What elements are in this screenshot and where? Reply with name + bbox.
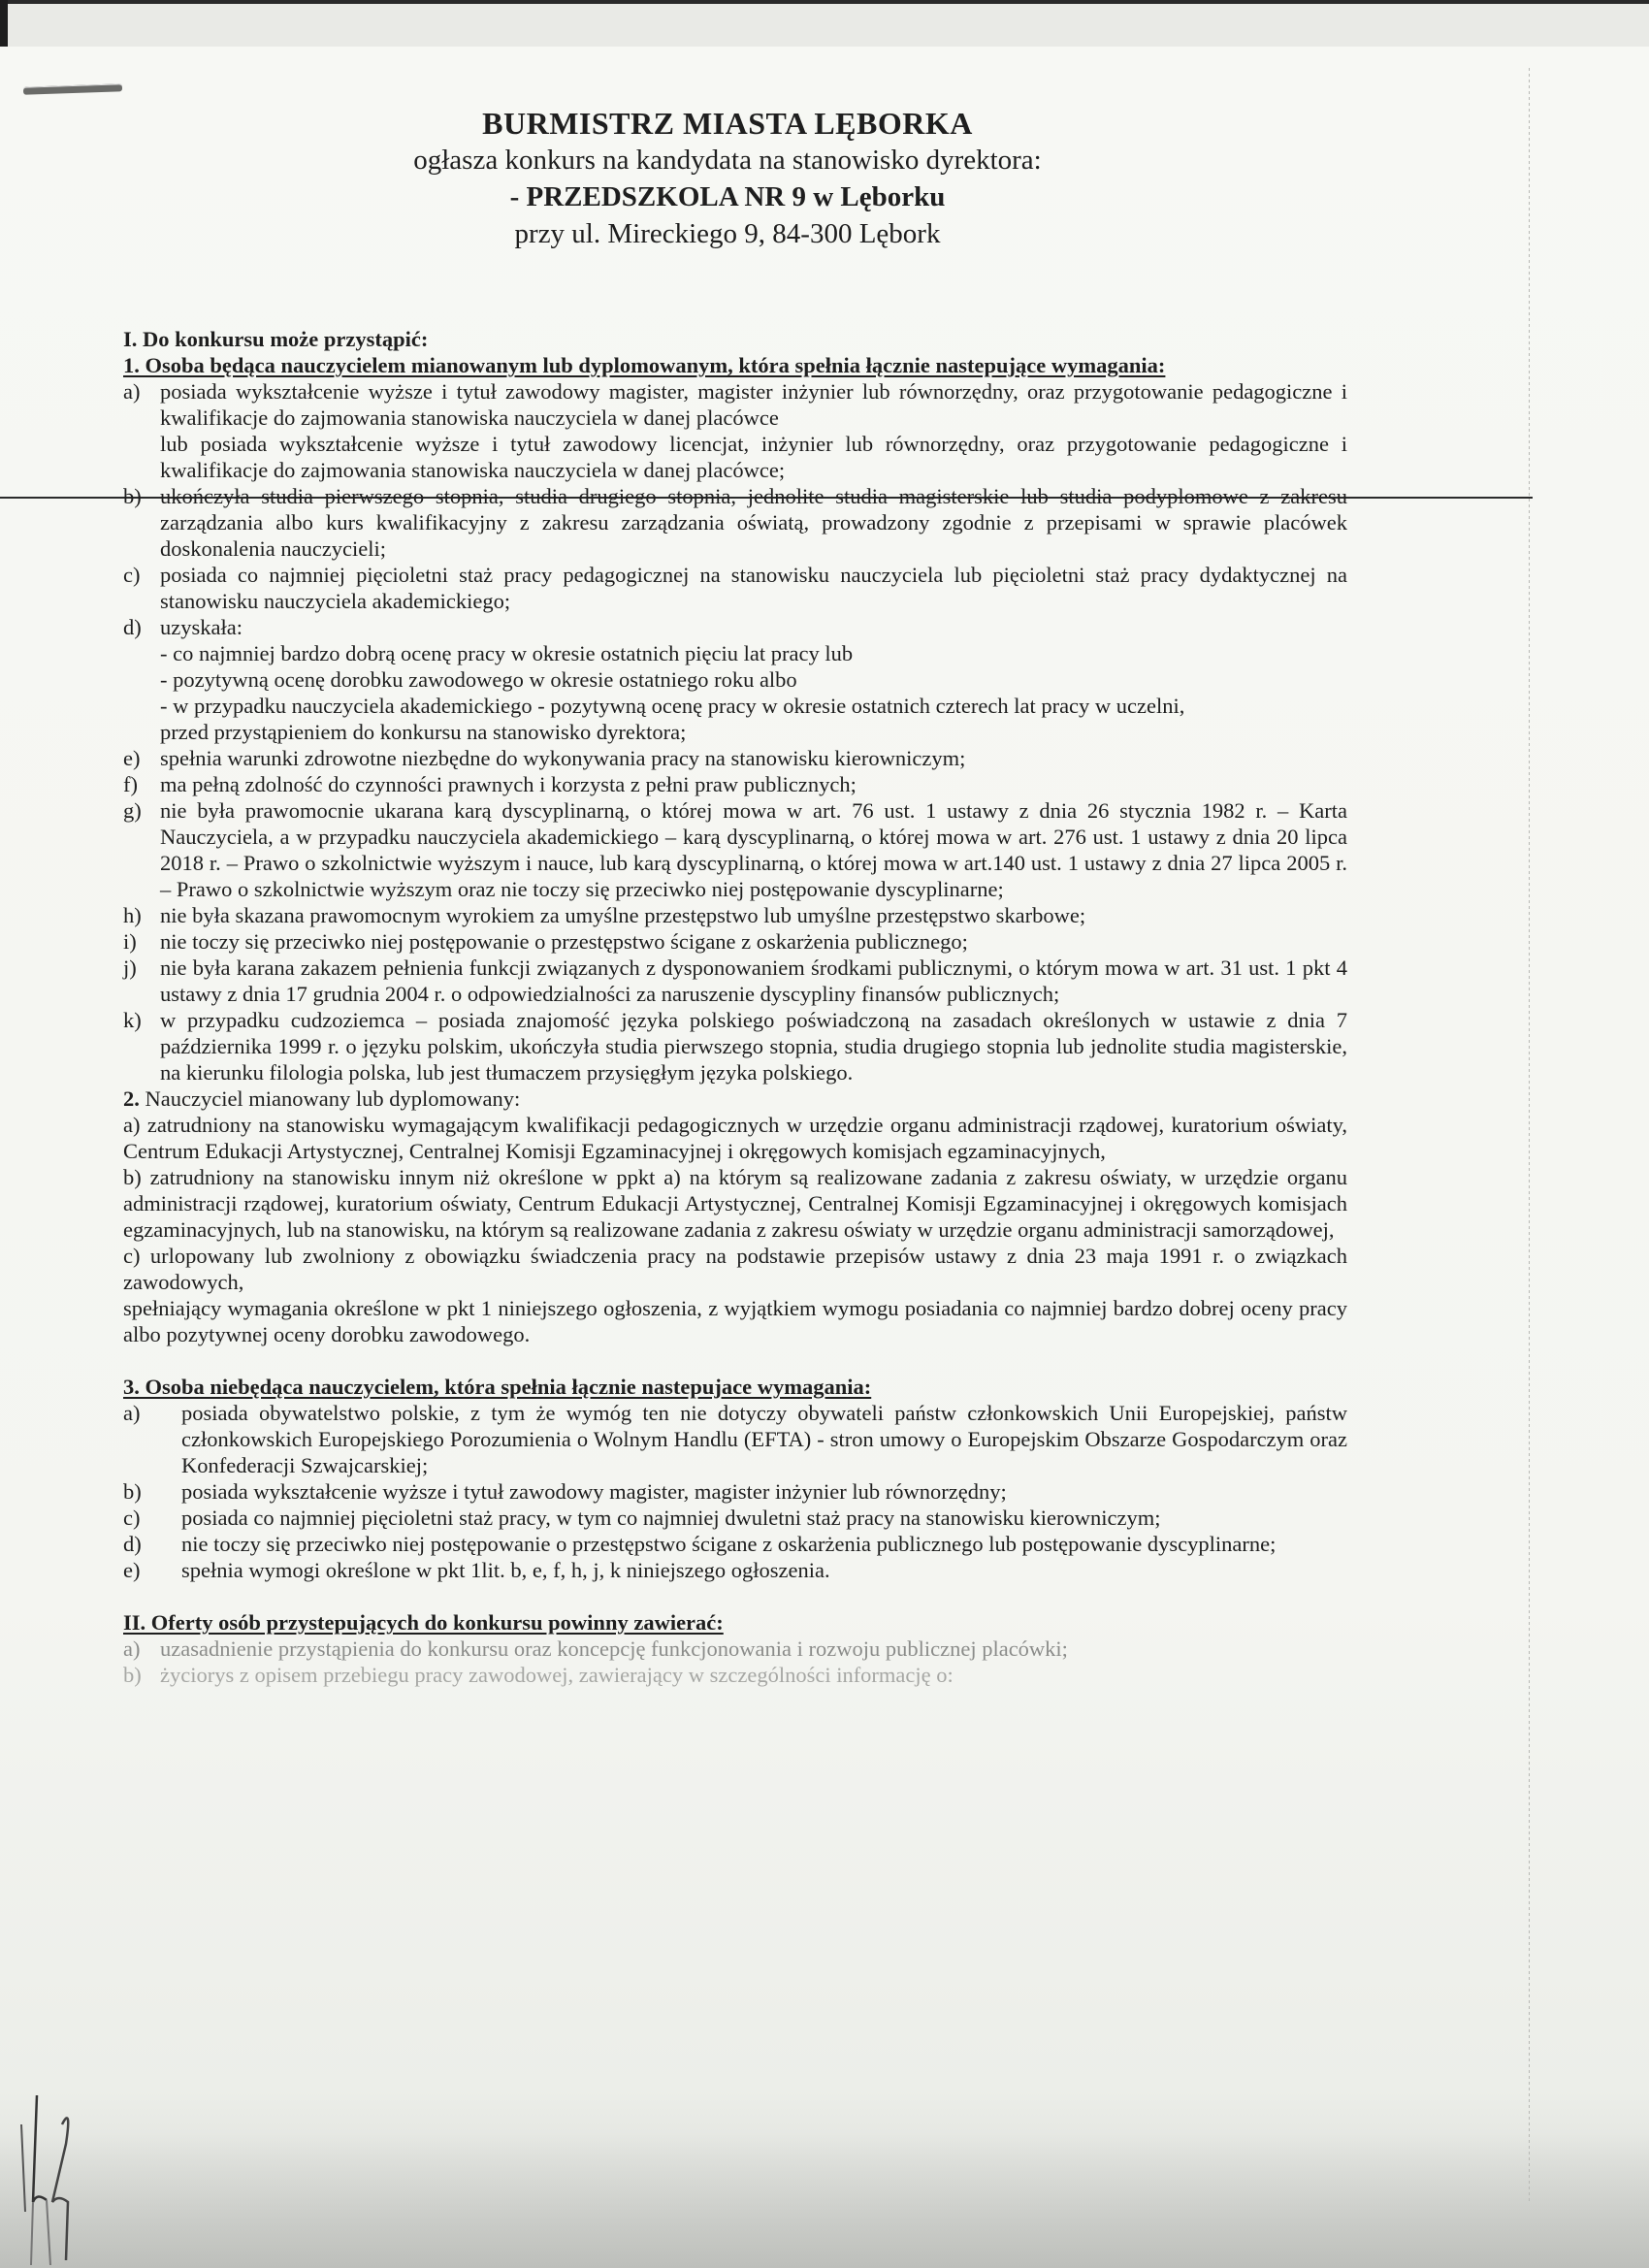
document-header xyxy=(291,105,1164,252)
item-text: spełnia wymogi określone w pkt 1lit. b, e, f, h, j, k niniejszego ogłoszenia. xyxy=(181,1558,830,1582)
item-label: b) xyxy=(123,1663,142,1687)
item-text: uzasadnienie przystąpienia do konkursu oraz koncepcję funkcjonowania i rozwoju publicznej placówki; xyxy=(160,1636,1068,1661)
list-item xyxy=(123,1478,1347,1505)
scan-border-top xyxy=(0,0,1649,47)
item-text: posiada obywatelstwo polskie, z tym że wymóg ten nie dotyczy obywateli państw członkowskich Unii Europejskiej, państw członkowskich Europejskiego Porozumienia o Wolnym Handlu (EFTA) - stron umowy o Europejskim Obszarze Gospodarczym oraz Konfederacji Szwajcarskiej; xyxy=(181,1401,1347,1477)
item-text-part: posiada wykształcenie wyższe i tytuł zawodowy magister, magister inżynier lub równorzędny, oraz przygotowanie pedagogiczne i kwalifikacje do zajmowania stanowiska nauczyciela w danej placówce xyxy=(160,379,1347,430)
list-item xyxy=(123,483,1347,562)
item-text-part: lub posiada wykształcenie wyższe i tytuł zawodowy licencjat, inżynier lub równorzędny, oraz przygotowanie pedagogiczne i kwalifikacje do zajmowania stanowiska nauczyciela w danej placówce; xyxy=(160,432,1347,482)
item-text: nie była prawomocnie ukarana karą dyscyplinarną, o której mowa w art. 76 ust. 1 ustawy z dnia 26 stycznia 1982 r. – Karta Nauczyciela, a w przypadku nauczyciela akademickiego – karą dyscyplinarną, o której mowa w art. 276 ust. 1 ustawy z dnia 20 lipca 2018 r. – Prawo o szkolnictwie wyższym i nauce, lub karą dyscyplinarną, o której mowa w art.140 ust. 1 ustawy z dnia 27 lipca 2005 r. – Prawo o szkolnictwie wyższym oraz nie toczy się przeciwko niej postępowanie dyscyplinarne; xyxy=(160,798,1347,901)
item-subline: - co najmniej bardzo dobrą ocenę pracy w okresie ostatnich pięciu lat pracy lub xyxy=(160,641,854,665)
section-i-heading: I. Do konkursu może przystąpić: xyxy=(123,327,429,351)
item-label: a) xyxy=(123,1636,141,1661)
item-label: a) xyxy=(123,379,141,404)
point-2-number: 2. xyxy=(123,1086,140,1111)
list-item xyxy=(123,771,1347,797)
item-label: a) xyxy=(123,1401,141,1425)
item-text: życiorys z opisem przebiegu pracy zawodowej, zawierający w szczególności informację o: xyxy=(160,1663,954,1687)
item-subline: - w przypadku nauczyciela akademickiego - pozytywną ocenę pracy w okresie ostatnich czterech lat pracy w uczelni, xyxy=(160,694,1185,718)
item-label: d) xyxy=(123,1532,142,1556)
point-2-item: c) urlopowany lub zwolniony z obowiązku świadczenia pracy na podstawie przepisów ustawy z dnia 23 maja 1991 r. o związkach zawodowych, xyxy=(123,1244,1347,1294)
list-item xyxy=(123,1505,1347,1531)
item-label: h) xyxy=(123,903,142,927)
item-label: g) xyxy=(123,798,142,823)
item-label: b) xyxy=(123,484,142,508)
list-item xyxy=(123,1400,1347,1478)
issuer-title: BURMISTRZ MIASTA LĘBORKA xyxy=(482,106,973,141)
item-text: nie była karana zakazem pełnienia funkcji związanych z dysponowaniem środkami publicznymi, o którym mowa w art. 31 ust. 1 pkt 4 ustawy z dnia 17 grudnia 2004 r. o odpowiedzialności za naruszenie dyscypliny finansów publicznych; xyxy=(160,956,1347,1006)
item-subline: przed przystąpieniem do konkursu na stanowisko dyrektora; xyxy=(160,720,687,744)
item-text xyxy=(160,614,1347,745)
item-label: d) xyxy=(123,615,142,639)
list-item xyxy=(123,1557,1347,1583)
list-item xyxy=(123,902,1347,928)
item-text: nie była skazana prawomocnym wyrokiem za umyślne przestępstwo lub umyślne przestępstwo skarbowe; xyxy=(160,903,1086,927)
section-ii-heading: II. Oferty osób przystepujących do konkursu powinny zawierać: xyxy=(123,1610,724,1635)
point-2-item: a) zatrudniony na stanowisku wymagającym kwalifikacji pedagogicznych w urzędzie organu administracji rządowej, kuratorium oświaty, Centrum Edukacji Artystycznej, Centralnej Komisji Egzaminacyjnej i okręgowych komisjach egzaminacyjnych, xyxy=(123,1113,1347,1163)
item-label: b) xyxy=(123,1479,142,1504)
item-label: e) xyxy=(123,746,141,770)
institution-address: przy ul. Mireckiego 9, 84-300 Lębork xyxy=(514,218,941,249)
list-item xyxy=(123,562,1347,614)
point-2-heading xyxy=(123,1085,1347,1112)
item-text: w przypadku cudzoziemca – posiada znajomość języka polskiego poświadczoną na zasadach określonych w ustawie z dnia 7 października 1999 r. o języku polskim, ukończyła studia pierwszego stopnia, studia drugiego stopnia lub jednolite studia magisterskie, na kierunku filologia polska, lub jest tłumaczem przysięgłym języka polskiego. xyxy=(160,1008,1347,1085)
announcement-subtitle: ogłasza konkurs na kandydata na stanowisko dyrektora: xyxy=(413,145,1042,176)
item-text: ma pełną zdolność do czynności prawnych i korzysta z pełni praw publicznych; xyxy=(160,772,857,796)
item-text-part: uzyskała: xyxy=(160,615,242,639)
list-item xyxy=(123,614,1347,745)
list-item xyxy=(123,1007,1347,1085)
item-text: posiada co najmniej pięcioletni staż pracy, w tym co najmniej dwuletni staż pracy na stanowisku kierowniczym; xyxy=(181,1506,1161,1530)
item-text xyxy=(160,378,1347,483)
point-2-closing: spełniający wymagania określone w pkt 1 niniejszego ogłoszenia, z wyjątkiem wymogu posiadania co najmniej bardzo dobrej oceny pracy albo pozytywnej oceny dorobku zawodowego. xyxy=(123,1296,1347,1346)
point-2-title: Nauczyciel mianowany lub dyplomowany: xyxy=(139,1086,521,1111)
item-label: f) xyxy=(123,772,138,796)
list-item xyxy=(123,928,1347,955)
list-item xyxy=(123,745,1347,771)
item-text: spełnia warunki zdrowotne niezbędne do wykonywania pracy na stanowisku kierowniczym; xyxy=(160,746,966,770)
item-label: c) xyxy=(123,563,141,587)
institution-name: - PRZEDSZKOLA NR 9 w Lęborku xyxy=(509,181,946,212)
handwritten-signature-icon xyxy=(8,2086,76,2268)
item-text: nie toczy się przeciwko niej postępowanie o przestępstwo ścigane z oskarżenia publicznego; xyxy=(160,929,968,954)
scan-border-left xyxy=(0,0,8,47)
list-item xyxy=(123,378,1347,483)
item-text: nie toczy się przeciwko niej postępowanie o przestępstwo ścigane z oskarżenia publicznego lub postępowanie dyscyplinarne; xyxy=(181,1532,1277,1556)
list-item xyxy=(123,1662,1347,1688)
item-text: posiada co najmniej pięcioletni staż pracy pedagogicznej na stanowisku nauczyciela lub pięcioletni staż pracy dydaktycznej na stanowisku nauczyciela akademickiego; xyxy=(160,563,1347,613)
list-item xyxy=(123,797,1347,902)
list-item xyxy=(123,1531,1347,1557)
list-item xyxy=(123,1636,1347,1662)
item-text: posiada wykształcenie wyższe i tytuł zawodowy magister, magister inżynier lub równorzędny; xyxy=(181,1479,1007,1504)
page-fold-line xyxy=(1529,68,1530,2202)
list-item xyxy=(123,955,1347,1007)
item-label: i) xyxy=(123,929,137,954)
item-label: e) xyxy=(123,1558,141,1582)
item-subline: - pozytywną ocenę dorobku zawodowego w okresie ostatniego roku albo xyxy=(160,667,797,692)
item-label: j) xyxy=(123,956,137,980)
item-text: ukończyła studia pierwszego stopnia, studia drugiego stopnia, jednolite studia magisterskie lub studia podyplomowe z zakresu zarządzania albo kurs kwalifikacyjny z zakresu zarządzania oświatą, prowadzony zgodnie z przepisami w sprawie placówek doskonalenia nauczycieli; xyxy=(160,484,1347,561)
point-1-heading: 1. Osoba będąca nauczycielem mianowanym lub dyplomowanym, która spełnia łącznie nastepujące wymagania: xyxy=(123,353,1166,377)
point-2-item: b) zatrudniony na stanowisku innym niż określone w ppkt a) na którym są realizowane zadania z zakresu oświaty, w urzędzie organu administracji rządowej, kuratorium oświaty, Centrum Edukacji Artystycznej, Centralnej Komisji Egzaminacyjnej i okręgowych komisjach egzaminacyjnych, lub na stanowisku, na którym są realizowane zadania z zakresu oświaty w urzędzie organu administracji samorządowej, xyxy=(123,1165,1347,1242)
point-3-heading: 3. Osoba niebędąca nauczycielem, która spełnia łącznie nastepujace wymagania: xyxy=(123,1375,872,1399)
item-label: c) xyxy=(123,1506,141,1530)
document-body xyxy=(123,326,1347,1688)
item-label: k) xyxy=(123,1008,142,1032)
